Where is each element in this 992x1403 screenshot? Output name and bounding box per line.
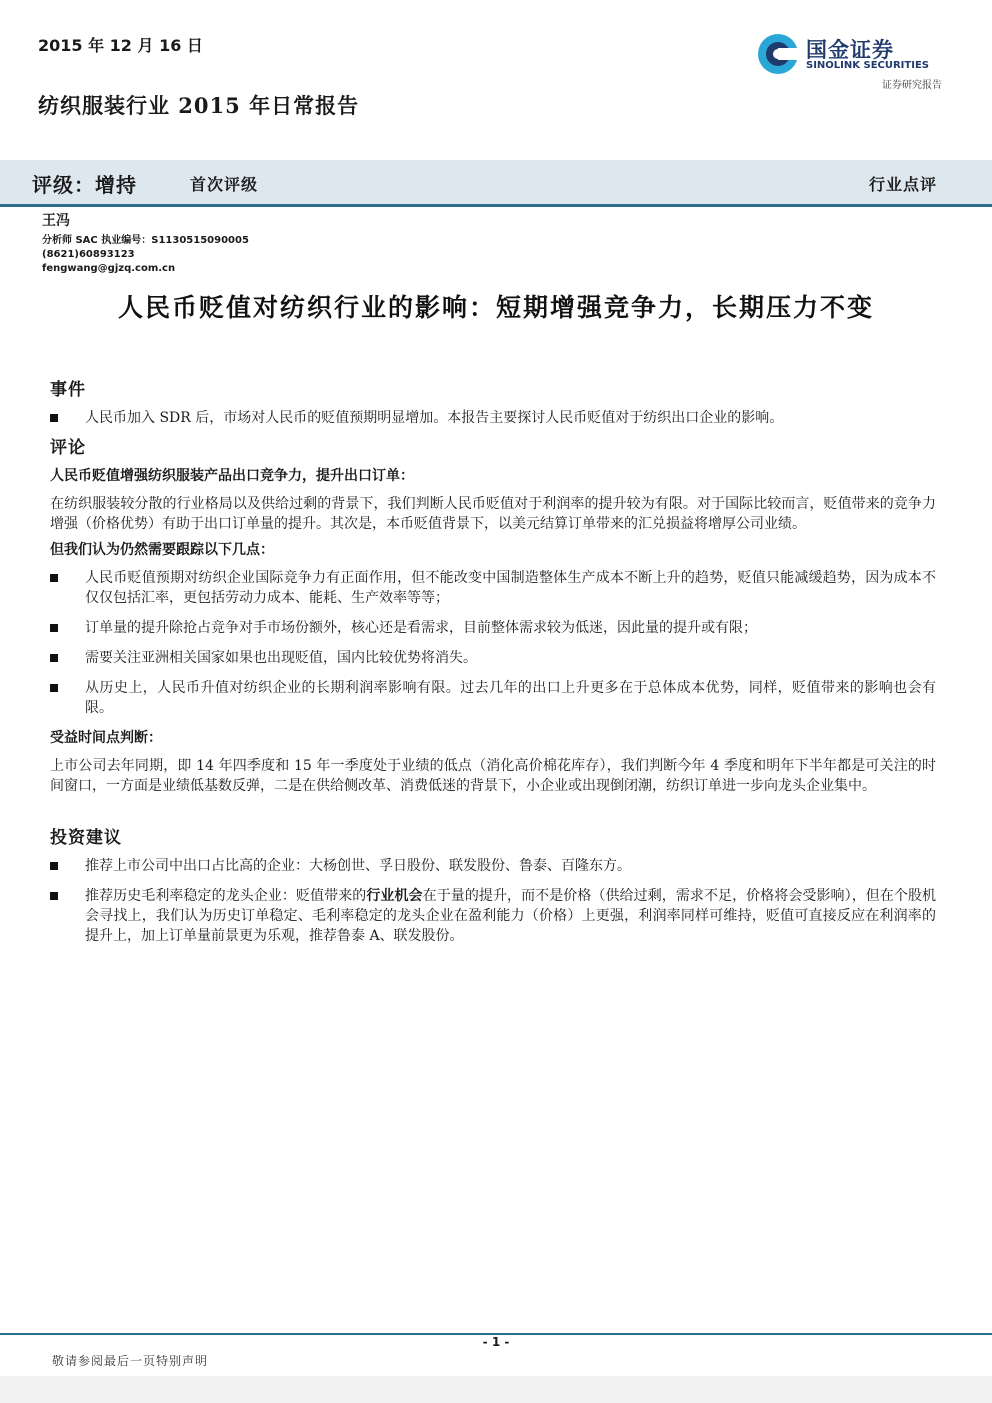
bullet-text: 订单量的提升除抢占竞争对手市场份额外，核心还是看需求，目前整体需求较为低迷，因此量的提升或有限； [85,620,757,636]
bullet-square-icon [50,414,58,422]
bullet-text: 人民币贬值预期对纺织企业国际竞争力有正面作用，但不能改变中国制造整体生产成本不断上升的趋势，贬值只能减缓趋势，因为成本不仅仅包括汇率，更包括劳动力成本、能耗、生产效率等等； [85,570,936,606]
subheading-tracking-points: 但我们认为仍然需要跟踪以下几点： [50,542,274,558]
report-date: 2015 年 12 月 16 日 [38,36,203,55]
bullet-text: 推荐上市公司中出口占比高的企业：大杨创世、孚日股份、联发股份、鲁泰、百隆东方。 [85,858,631,874]
sinolink-logo-icon [756,32,800,76]
bullet-square-icon [50,862,58,870]
main-title: 人民币贬值对纺织行业的影响：短期增强竞争力，长期压力不变 [117,293,874,322]
analyst-email[interactable]: fengwang@gjzq.com.cn [42,263,176,274]
bullet-square-icon [50,892,58,900]
section-heading-event: 事件 [50,380,86,400]
list-item [50,886,936,946]
report-series-title: 纺织服装行业 2015 年日常报告 [38,93,360,118]
analyst-name: 王冯 [42,213,70,229]
analyst-phone: (8621)60893123 [42,249,135,260]
report-body [50,380,936,956]
bullet-text-emphasis: 行业机会 [366,888,423,904]
list-item [50,678,936,718]
bullet-text: 从历史上，人民币升值对纺织企业的长期利润率影响有限。过去几年的出口上升更多在于总体成本优势，同样，贬值带来的影响也会有限。 [85,680,936,716]
bullet-text: 需要关注亚洲相关国家如果也出现贬值，国内比较优势将消失。 [85,650,477,666]
bullet-square-icon [50,684,58,692]
section-heading-comment: 评论 [50,438,86,458]
footer-disclaimer: 敬请参阅最后一页特别声明 [52,1354,209,1368]
subheading-benefit-timing: 受益时间点判断： [50,730,162,746]
bullet-square-icon [50,654,58,662]
paragraph: 上市公司去年同期，即 14 年四季度和 15 年一季度处于业绩的低点（消化高价棉花库存），我们判断今年 4 季度和明年下半年都是可关注的时间窗口，一方面是业绩低基数反弹，二是在供给侧改革、消费低迷的背景下，小企业或出现倒闭潮，纺织订单进一步向龙头企业集中。 [50,758,936,794]
company-logo [756,30,946,90]
list-item [50,856,936,876]
analyst-sac-number: 分析师 SAC 执业编号：S1130515090005 [42,235,249,246]
first-rating-label: 首次评级 [190,175,259,194]
logo-english-name: SINOLINK SECURITIES [806,60,929,71]
subheading-export-competitiveness: 人民币贬值增强纺织服装产品出口竞争力，提升出口订单： [50,468,414,484]
bullet-text-pre: 推荐历史毛利率稳定的龙头企业：贬值带来的 [85,888,367,904]
list-item [50,568,936,608]
paragraph: 在纺织服装较分散的行业格局以及供给过剩的背景下，我们判断人民币贬值对于利润率的提升较为有限。对于国际比较而言，贬值带来的竞争力增强（价格优势）有助于出口订单量的提升。其次是，本币贬值背景下，以美元结算订单带来的汇兑损益将增厚公司业绩。 [50,496,936,532]
report-category: 行业点评 [868,175,937,194]
page-number: - 1 - [482,1335,510,1349]
list-item [50,648,936,668]
bullet-text-post: 在于量的提升，而不是价格（供给过剩，需求不足，价格将会受影响），但在个股机会寻找上，我们认为历史订单稳定、毛利率稳定的龙头企业在盈利能力（价格）上更强，利润率同样可维持，贬值可直接反应在利润率的提升上，加上订单量前景更为乐观，推荐鲁泰 A、联发股份。 [85,888,937,944]
bullet-square-icon [50,574,58,582]
logo-subtitle: 证券研究报告 [882,80,942,91]
rating-label: 评级：增持 [32,173,137,197]
rating-bar [0,160,992,207]
bullet-square-icon [50,624,58,632]
list-item [50,408,936,428]
bullet-text: 人民币加入 SDR 后，市场对人民币的贬值预期明显增加。本报告主要探讨人民币贬值对于纺织出口企业的影响。 [85,410,784,426]
logo-chinese-name: 国金证券 [806,38,894,62]
analyst-info [42,210,249,276]
list-item [50,618,936,638]
section-heading-investment: 投资建议 [50,828,122,848]
footer-band [0,1376,992,1403]
